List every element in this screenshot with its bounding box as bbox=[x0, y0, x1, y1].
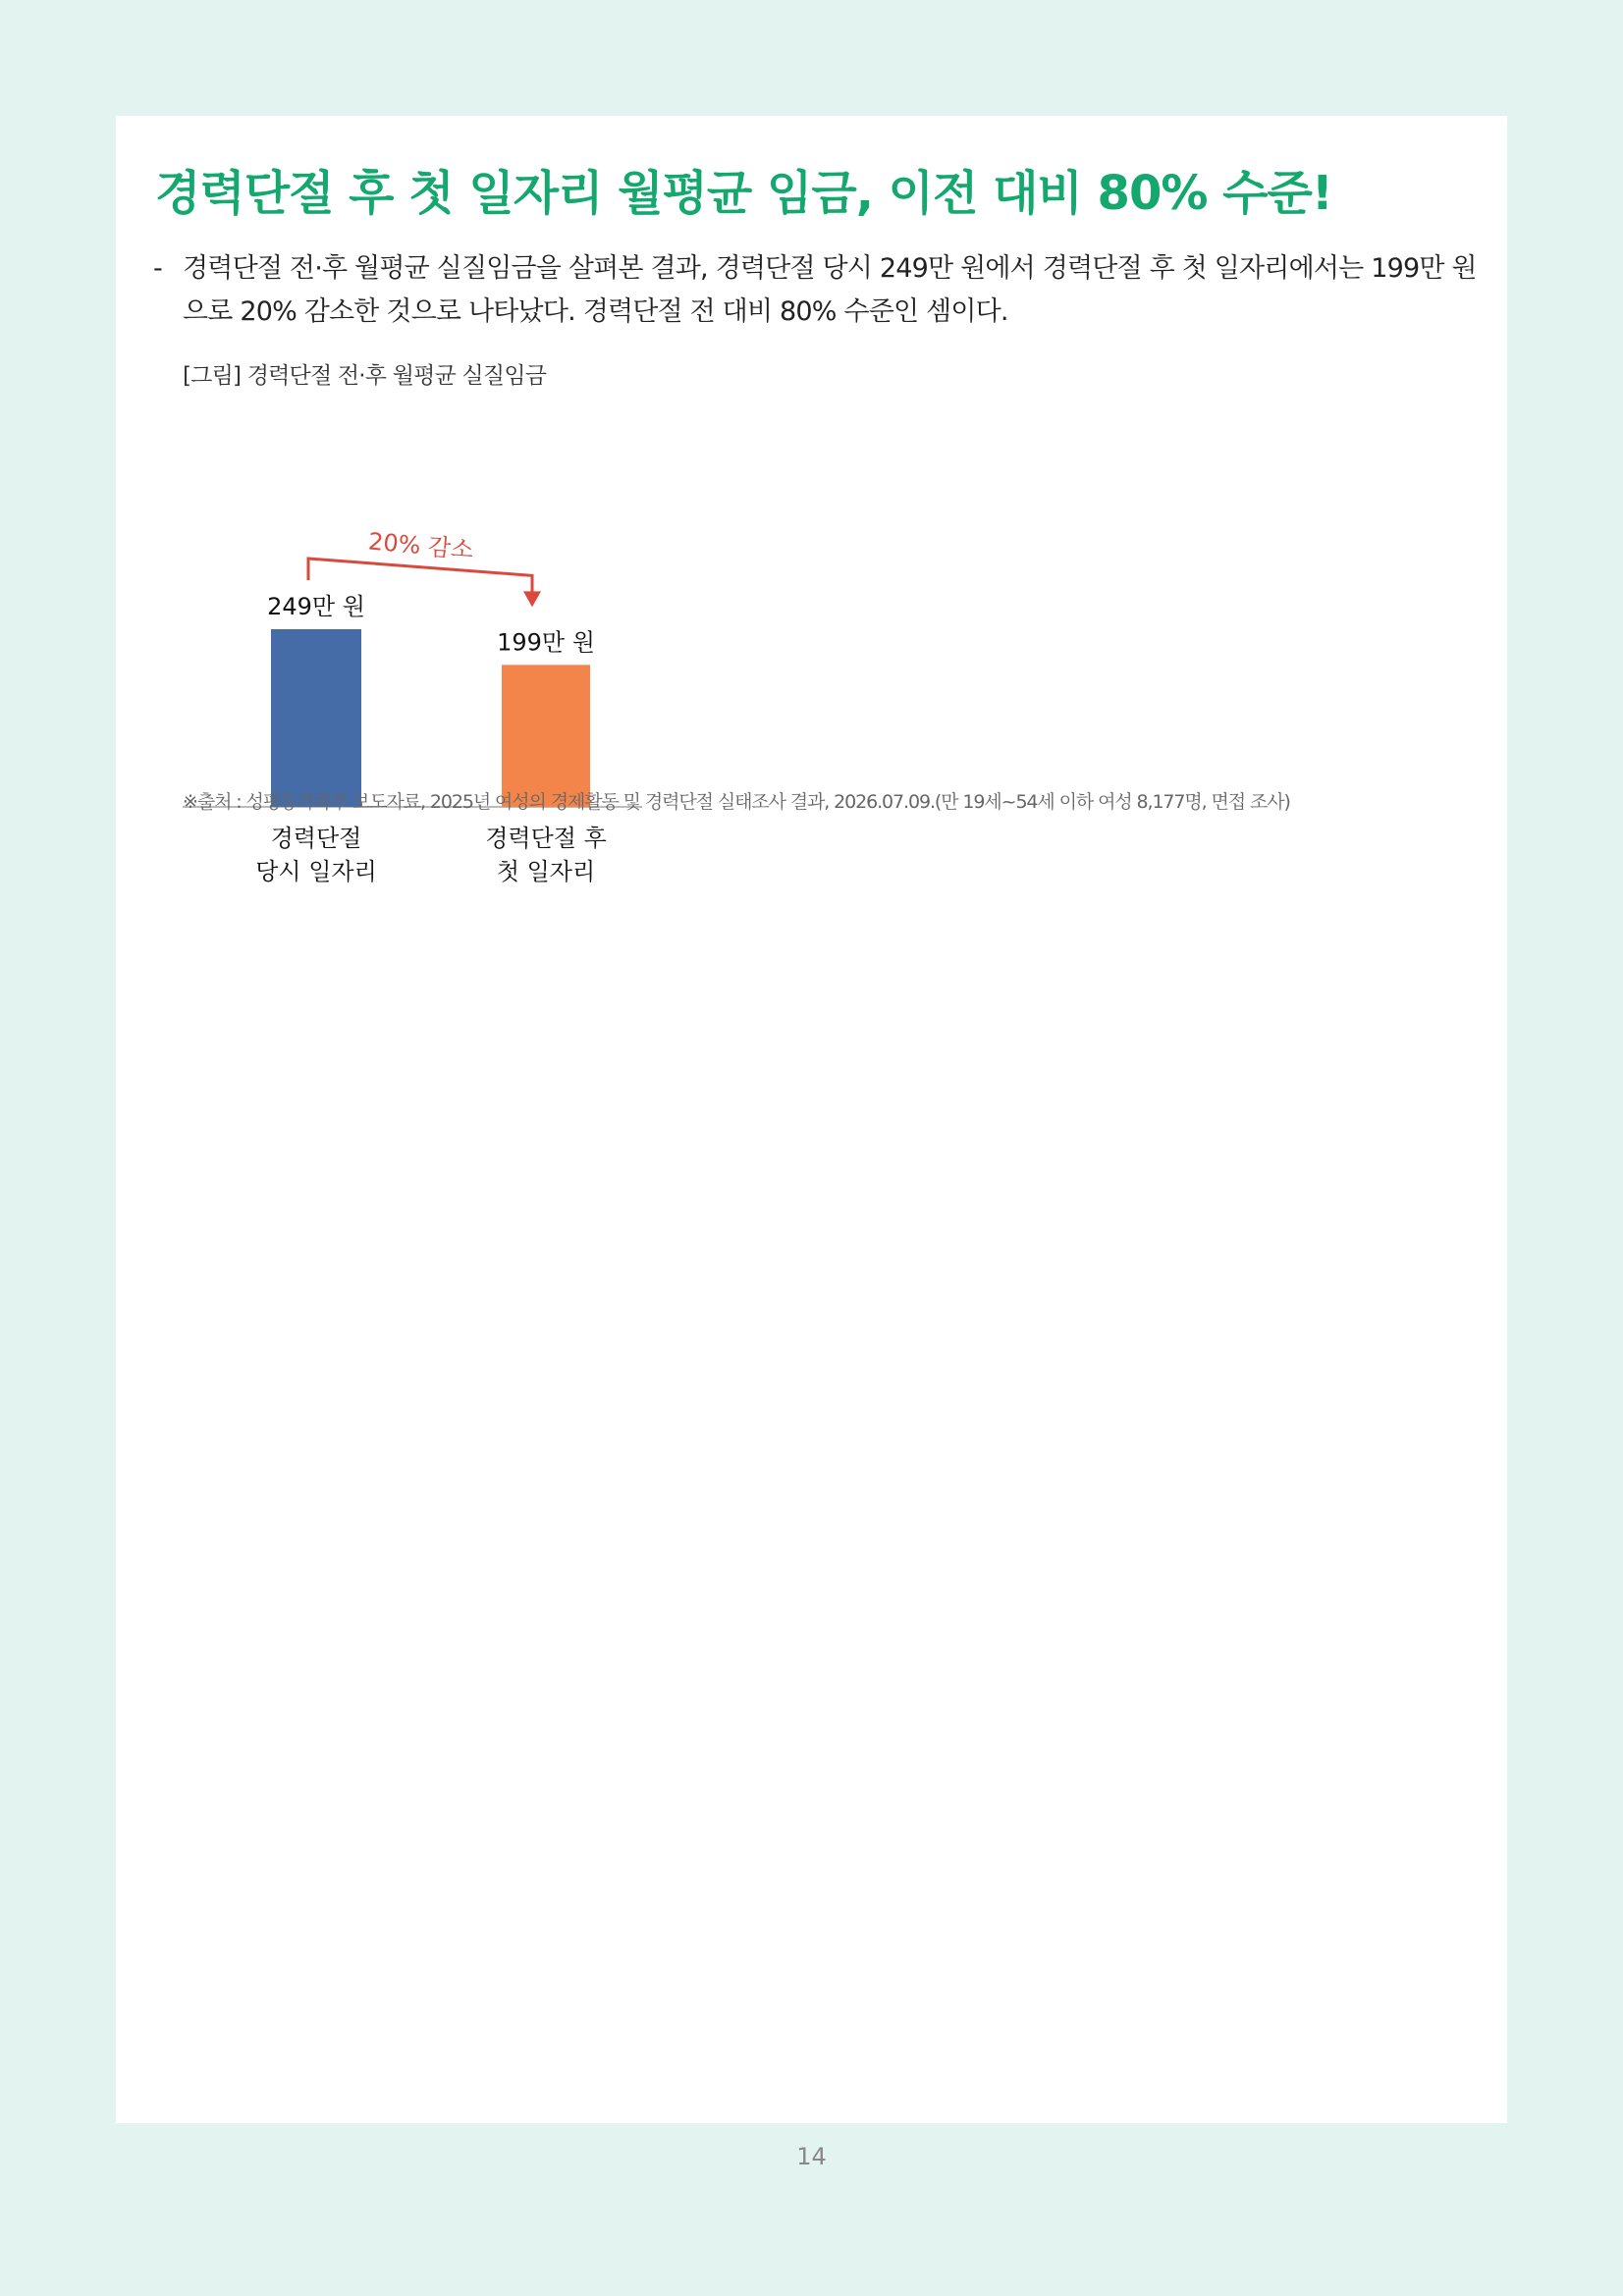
decrease-arrowhead bbox=[523, 591, 541, 607]
bar-2 bbox=[502, 665, 590, 807]
category-label-2-line-2: 첫 일자리 bbox=[496, 858, 596, 885]
page-number: 14 bbox=[796, 2143, 827, 2170]
source-note: ※출처 : 성평등가족부 보도자료, 2025년 여성의 경제활동 및 경력단절 실태조사 결과, 2026.07.09.(만 19세~54세 이하 여성 8,177명, 면접 조사) bbox=[183, 791, 1290, 813]
category-label-1-line-1: 경력단절 bbox=[270, 825, 362, 852]
bullet-marker: - bbox=[153, 253, 162, 284]
figure-caption: [그림] 경력단절 전·후 월평균 실질임금 bbox=[183, 363, 547, 389]
bar-value-label-1: 249만 원 bbox=[267, 593, 365, 620]
bar-1 bbox=[271, 629, 361, 807]
document-page bbox=[116, 116, 1507, 2123]
wage-bar-chart bbox=[183, 410, 732, 901]
category-label-1-line-2: 당시 일자리 bbox=[255, 858, 377, 885]
page-heading: 경력단절 후 첫 일자리 월평균 임금, 이전 대비 80% 수준! bbox=[155, 166, 1332, 221]
bar-value-label-2: 199만 원 bbox=[497, 628, 595, 657]
decrease-annotation: 20% 감소 bbox=[367, 527, 475, 564]
summary-paragraph bbox=[153, 247, 1498, 334]
summary-text: 경력단절 전·후 월평균 실질임금을 살펴본 결과, 경력단절 당시 249만 원에서 경력단절 후 첫 일자리에서는 199만 원으로 20% 감소한 것으로 나타났다. 경력단절 전 대비 80% 수준인 셈이다. bbox=[183, 253, 1477, 327]
category-label-2-line-1: 경력단절 후 bbox=[485, 825, 607, 852]
decrease-bracket bbox=[308, 559, 532, 593]
